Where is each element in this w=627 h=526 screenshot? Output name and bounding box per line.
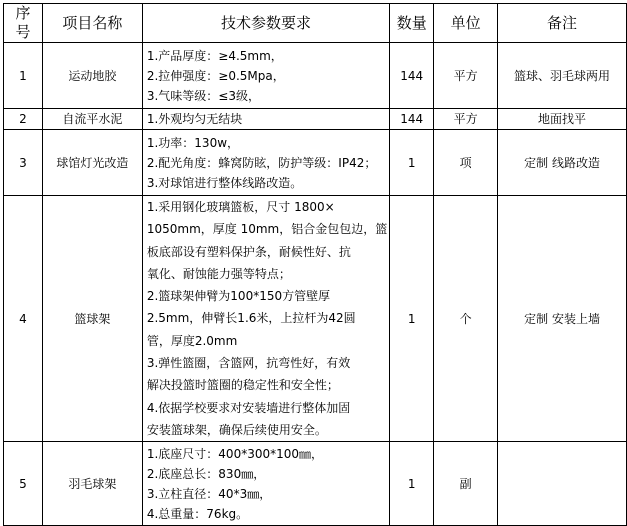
- param-line: 2.拉伸强度：≥0.5Mpa，: [146, 68, 285, 83]
- cell-params: [142, 43, 389, 109]
- cell-name: 运动地胶: [42, 43, 142, 109]
- cell-name: 篮球架: [42, 196, 142, 442]
- param-line: 1050mm，厚度 10mm，铝合金包包边，篮: [146, 222, 388, 237]
- header-row: [4, 4, 627, 43]
- cell-params: [142, 442, 389, 526]
- param-line: 2.配光角度：蜂窝防眩，防护等级：IP42；: [146, 155, 377, 170]
- cell-name: 球馆灯光改造: [42, 130, 142, 196]
- equipment-spec-table: [3, 3, 627, 526]
- param-line: 解决投篮时篮圈的稳定性和安全性；: [146, 378, 339, 393]
- param-line: 2.5mm，伸臂长1.6米，上拉杆为42圆: [146, 311, 356, 326]
- cell-qty: 1: [390, 196, 434, 442]
- table-row: [4, 43, 627, 109]
- param-line: 氧化、耐蚀能力强等特点；: [146, 266, 291, 281]
- table-row: [4, 109, 627, 130]
- table-row: [4, 196, 627, 442]
- header-qty: 数量: [390, 4, 434, 43]
- cell-params: [142, 109, 389, 130]
- cell-params: [142, 130, 389, 196]
- param-line: 3.气味等级：≤3级，: [146, 88, 260, 103]
- cell-seq: 1: [4, 43, 43, 109]
- param-line: 3.弹性篮圈，含篮网，抗弯性好，有效: [146, 356, 351, 371]
- header-unit: 单位: [434, 4, 498, 43]
- header-note: 备注: [498, 4, 627, 43]
- cell-name: 自流平水泥: [42, 109, 142, 130]
- cell-unit: 个: [434, 196, 498, 442]
- cell-seq: 3: [4, 130, 43, 196]
- param-line: 安装篮球架，确保后续使用安全。: [146, 422, 327, 437]
- param-line: 4.总重量：76kg。: [146, 506, 249, 521]
- param-line: 管，厚度2.0mm: [146, 333, 238, 348]
- param-line: 3.对球馆进行整体线路改造。: [146, 175, 303, 190]
- cell-seq: 2: [4, 109, 43, 130]
- cell-name: 羽毛球架: [42, 442, 142, 526]
- cell-qty: 1: [390, 442, 434, 526]
- cell-seq: 5: [4, 442, 43, 526]
- header-name: 项目名称: [42, 4, 142, 43]
- cell-params: [142, 196, 389, 442]
- cell-unit: 副: [434, 442, 498, 526]
- cell-unit: 平方: [434, 109, 498, 130]
- cell-note: 定制 安装上墙: [498, 196, 627, 442]
- param-line: 1.外观均匀无结块: [146, 112, 243, 126]
- param-line: 1.底座尺寸：400*300*100㎜，: [146, 446, 324, 461]
- cell-qty: 144: [390, 109, 434, 130]
- table-row: [4, 130, 627, 196]
- cell-seq: 4: [4, 196, 43, 442]
- param-line: 1.采用钢化玻璃篮板，尺寸 1800×: [146, 200, 335, 214]
- cell-note: 定制 线路改造: [498, 130, 627, 196]
- param-line: 板底部设有塑料保护条，耐候性好、抗: [146, 244, 351, 259]
- param-line: 1.产品厚度：≥4.5mm，: [146, 48, 283, 63]
- param-line: 4.依据学校要求对安装墙进行整体加固: [146, 400, 351, 415]
- cell-note: [498, 442, 627, 526]
- param-line: 1.功率：130w，: [146, 135, 240, 150]
- param-line: 2.底座总长：830㎜，: [146, 466, 266, 481]
- header-params: 技术参数要求: [142, 4, 389, 43]
- cell-unit: 平方: [434, 43, 498, 109]
- cell-qty: 144: [390, 43, 434, 109]
- cell-qty: 1: [390, 130, 434, 196]
- cell-note: 篮球、羽毛球两用: [498, 43, 627, 109]
- param-line: 2.篮球架伸臂为100*150方管壁厚: [146, 289, 331, 304]
- header-seq: 序号: [4, 4, 43, 43]
- cell-unit: 项: [434, 130, 498, 196]
- table-row: [4, 442, 627, 526]
- cell-note: 地面找平: [498, 109, 627, 130]
- param-line: 3.立柱直径：40*3㎜，: [146, 486, 272, 501]
